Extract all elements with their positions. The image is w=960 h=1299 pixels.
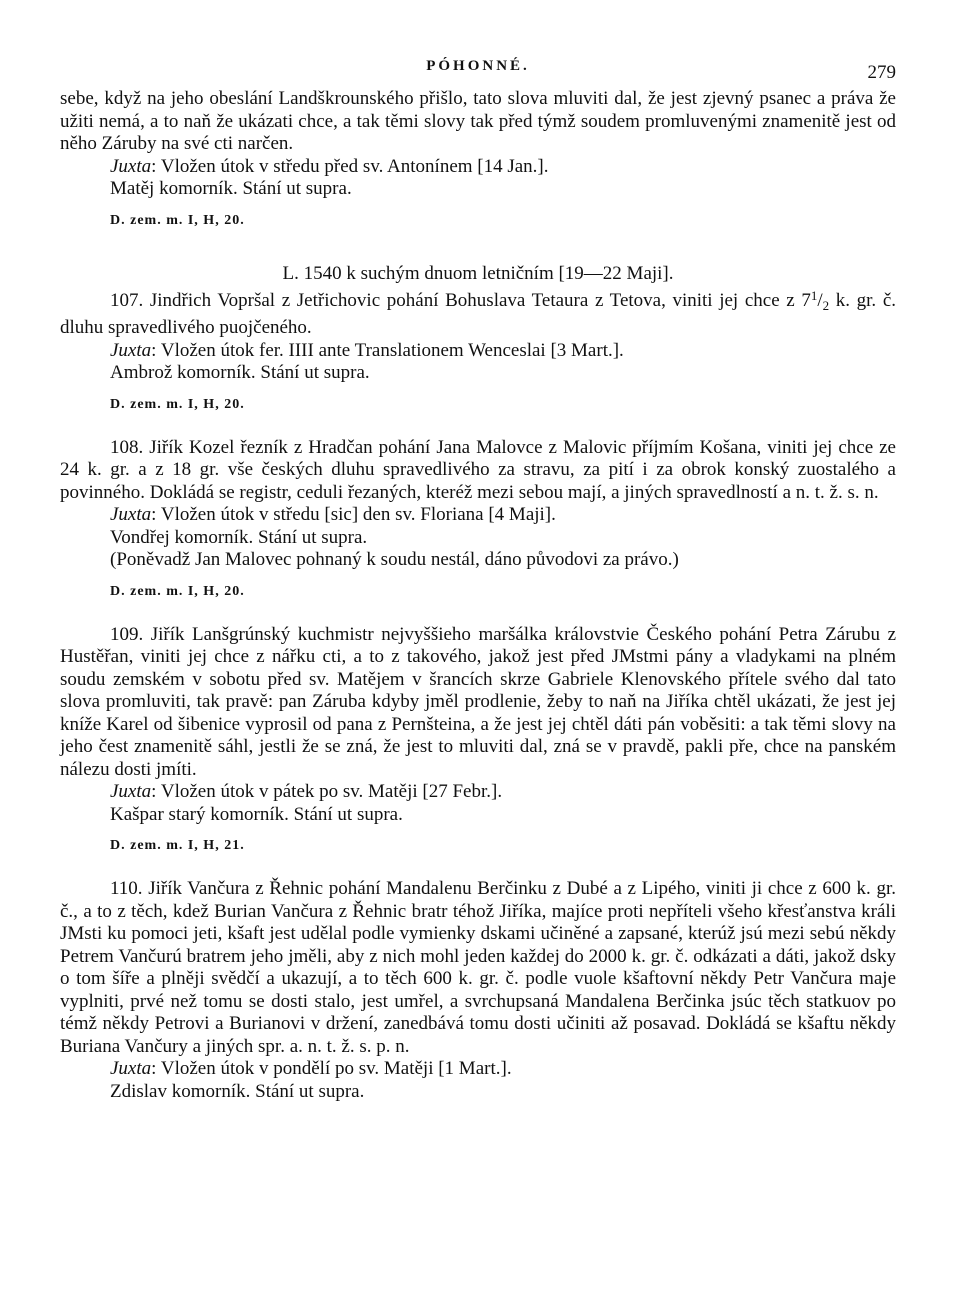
officer-line: Vondřej komorník. Stání ut supra. [110,526,368,548]
juxta-line [110,1058,896,1081]
page [60,52,896,1103]
officer-line: Ambrož komorník. Stání ut supra. [110,362,370,383]
entry-text: 107. Jindřich Vopršal z Jetřichovic pohání Bohuslava Tetaura z Tetova, viniti jej chce z $7^1/_2$ k. gr. č. dluhu spravedlivého puojčeného. [60,287,897,338]
officer-line: Kašpar starý komorník. Stání ut supra. [110,803,403,825]
source-reference: D. zem. m. I, H, 21. [110,838,245,853]
juxta-text: : Vložen útok fer. IIII ante Translationem Wenceslai [3 Mart.]. [151,339,624,361]
source-reference: D. zem. m. I, H, 20. [110,396,245,412]
fraction-numerator: 1 [810,287,818,303]
entry-109 [60,624,896,855]
entry-text: 110. Jiřík Vančura z Řehnic pohání Mandalenu Berčinku z Dubé a z Lipého, viniti ji chce z 600 k. gr. č., a to z těch, kdež Burian Vančura z Řehnic bratr téhož Jiříka, majíce proti nepříteli všeho křesťanstva králi JMsti ku pomoci jeti, kšaft jest udělal podle vymienky dskami učiněné a zapsané, kterúž jsú mezi sebú někdy Petrem Vančurú bratrem jeho jměli, aby z nich mohl jeden každej do 2000 k. gr. č. odkázati a dáti, jakož dsky o tom šíře a plněji svědčí a ukazují, a to těch 600 k. gr. č. podle vuole kšaftovní někdy Petr Vančura maje vyplniti, prvé než tomu se dosti stalo, jest umřel, a svrchupsaná Mandalena Berčinka jsúc těch statkuov po témž někdy Petrovi a Burianovi v držení, zanedbává tomu dosti učiniti až posavad. Dokládá se kšaftu někdy Buriana Vančury a jiných spr. a. n. t. ž. s. p. n. [60,878,896,1057]
entry-108 [60,437,896,600]
source-reference: D. zem. m. I, H, 20. [110,212,245,228]
entry-text: 109. Jiřík Lanšgrúnský kuchmistr nejvyššieho maršálka královstvie Českého pohání Petra Zárubu z Hustěřan, viniti jej chce z nářku cti, a to z takového, jakož jest před JMstmi pány a vladykami na plném soudu zemském v sobotu před sv. Matějem v šrancích skrze Gabriele Klenovského přítele svého dal tato slova promluviti, tak pravě: pan Záruba kdyby jměl prodlenie, žeby to naň na Jiříka chtěl ukázati, že jest jej kníže Karel od šibenice vyprosil od pana z Pernšteina, a že jest jej chtěl dáti pán voběsiti: a tak těmi slovy na jeho čest znamenitě sáhl, jestli že se zná, že jest to mluviti dal, zná se v pravdě, pakli pře, chce na panském nálezu dosti jmíti. [60,623,896,780]
source-reference: D. zem. m. I, H, 20. [110,583,245,599]
juxta-line [110,156,896,179]
entry-110 [60,878,896,1103]
juxta-text: : Vložen útok v pondělí po sv. Matěji [1 Mart.]. [151,1058,512,1079]
note-line: (Poněvadž Jan Malovec pohnaný k soudu nestál, dáno původovi za právo.) [110,549,679,570]
entry-continued [60,88,896,229]
juxta-text: : Vložen útok v středu před sv. Antonínem [14 Jan.]. [151,155,549,177]
juxta-label: Juxta [110,1058,152,1079]
officer-line: Matěj komorník. Stání ut supra. [110,178,352,199]
entry-text: sebe, když na jeho obeslání Landškrounského přišlo, tato slova mluviti dal, že jest zjevný psanec a práva že užiti nemá, a to naň že ukázati chce, a tak těmi slovy tak před týmž soudem promluvenými znamenitě jest od něho Záruby na své cti narčen. [60,88,896,154]
entry-text: 108. Jiřík Kozel řezník z Hradčan pohání Jana Malovce z Malovic příjmím Košana, viniti jej chce ze 24 k. gr. a z 18 gr. vše českých dluhu spravedlivého za stravu, za pití i za obrok konský zuostalého a povinného. Dokládá se registr, ceduli řezaných, kteréž mezi sebou mají, a jiných spravedlností a n. t. ž. s. n. [60,436,896,503]
entry-107 [60,285,896,413]
juxta-label: Juxta [110,504,152,525]
juxta-label: Juxta [110,155,152,177]
page-header [60,52,896,88]
juxta-label: Juxta [110,781,152,802]
year-heading: L. 1540 k suchým dnuom letničním [19—22 Maji]. [282,262,674,284]
running-title: PÓHONNÉ. [426,58,530,74]
officer-line: Zdislav komorník. Stání ut supra. [110,1080,365,1102]
fraction-denominator: 2 [822,297,830,313]
juxta-text: : Vložen útok v středu [sic] den sv. Floriana [4 Maji]. [151,504,556,525]
juxta-text: : Vložen útok v pátek po sv. Matěji [27 Febr.]. [151,781,503,802]
juxta-line [110,340,896,363]
juxta-label: Juxta [110,339,152,361]
page-number: 279 [867,62,896,83]
juxta-line [110,781,896,804]
juxta-line [110,504,896,527]
